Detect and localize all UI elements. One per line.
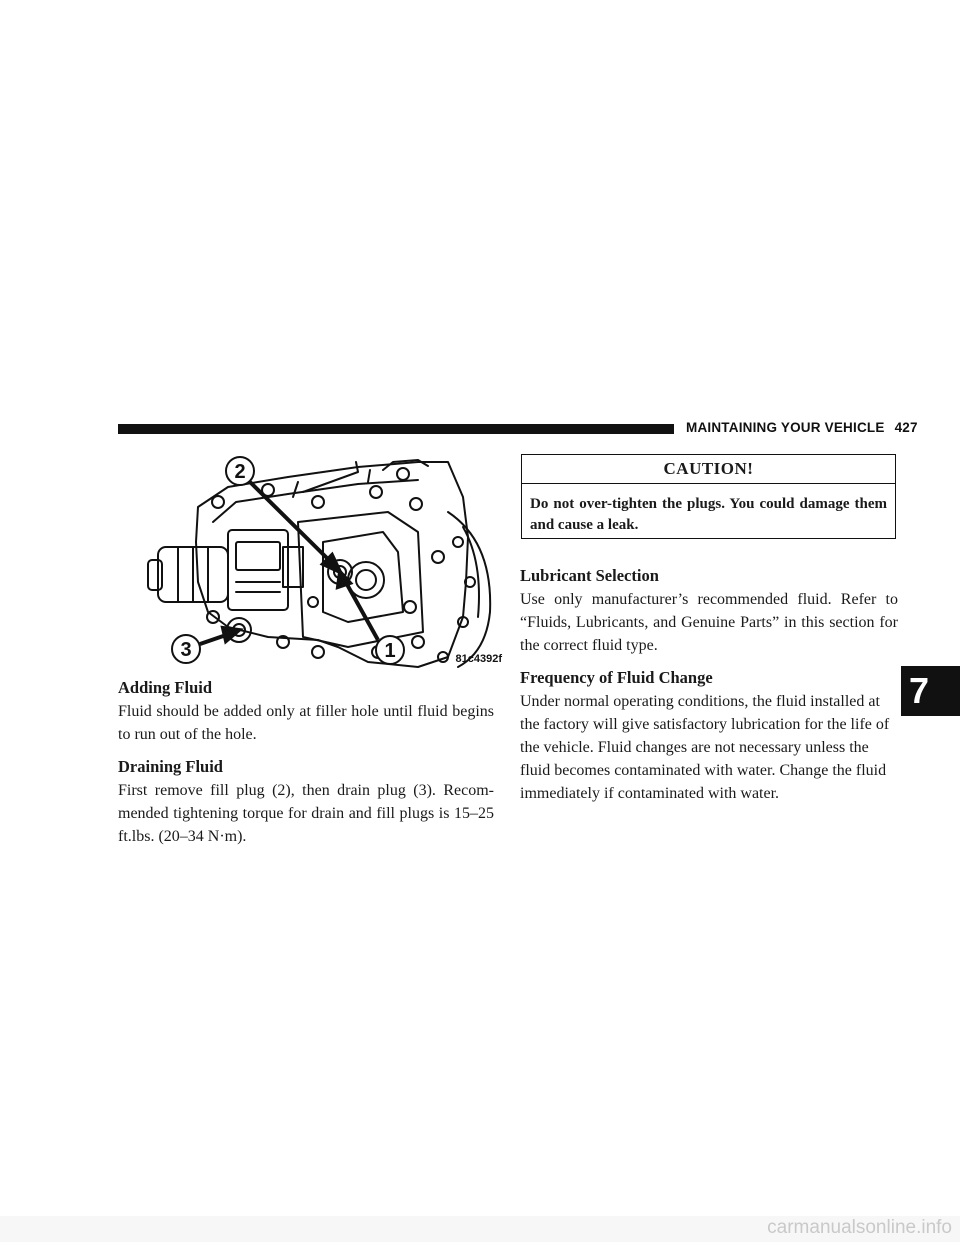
watermark: carmanualsonline.info bbox=[0, 1216, 960, 1242]
header-rule bbox=[118, 424, 674, 434]
caution-title: CAUTION! bbox=[522, 455, 895, 484]
callout-2 bbox=[226, 457, 254, 485]
chapter-tab: 7 bbox=[901, 666, 960, 716]
draining-fluid-text: First remove fill plug (2), then drain plug (3). Recom- mended tightening torque for drain and fill plugs is 15–25 ft.lbs. (20–34 N·m). bbox=[118, 782, 494, 845]
left-column bbox=[118, 677, 494, 858]
transfer-case-illustration bbox=[118, 452, 506, 672]
frequency-heading: Frequency of Fluid Change bbox=[520, 668, 713, 687]
callout-3-label: 3 bbox=[180, 639, 192, 661]
callout-1 bbox=[376, 636, 404, 664]
lubricant-selection-heading: Lubricant Selection bbox=[520, 566, 659, 585]
running-header bbox=[686, 420, 918, 435]
section-title: MAINTAINING YOUR VEHICLE bbox=[686, 420, 885, 435]
caution-box bbox=[521, 454, 896, 539]
draining-fluid-heading: Draining Fluid bbox=[118, 757, 223, 776]
frequency-text: Under normal operating conditions, the fluid installed at the factory will give satisfactory lubrication for the life of the vehicle. Fluid changes are not necessary unless the fluid becomes contaminated with water. Change the fluid immediately if contaminated with water. bbox=[520, 693, 890, 802]
lubricant-selection-text: Use only manufacturer’s recommended fluid. Refer to “Fluids, Lubricants, and Genuine Parts” in this section for the correct fluid type. bbox=[520, 591, 898, 654]
callout-2-label: 2 bbox=[234, 461, 246, 483]
page-number: 427 bbox=[894, 420, 918, 435]
caution-text: Do not over-tighten the plugs. You could damage them and cause a leak. bbox=[530, 496, 887, 533]
right-column bbox=[520, 565, 898, 815]
callout-1-label: 1 bbox=[384, 640, 396, 662]
figure-code: 81c4392f bbox=[455, 653, 502, 665]
adding-fluid-text: Fluid should be added only at filler hole until fluid begins to run out of the hole. bbox=[118, 703, 494, 743]
callout-3 bbox=[172, 635, 200, 663]
adding-fluid-heading: Adding Fluid bbox=[118, 678, 213, 697]
